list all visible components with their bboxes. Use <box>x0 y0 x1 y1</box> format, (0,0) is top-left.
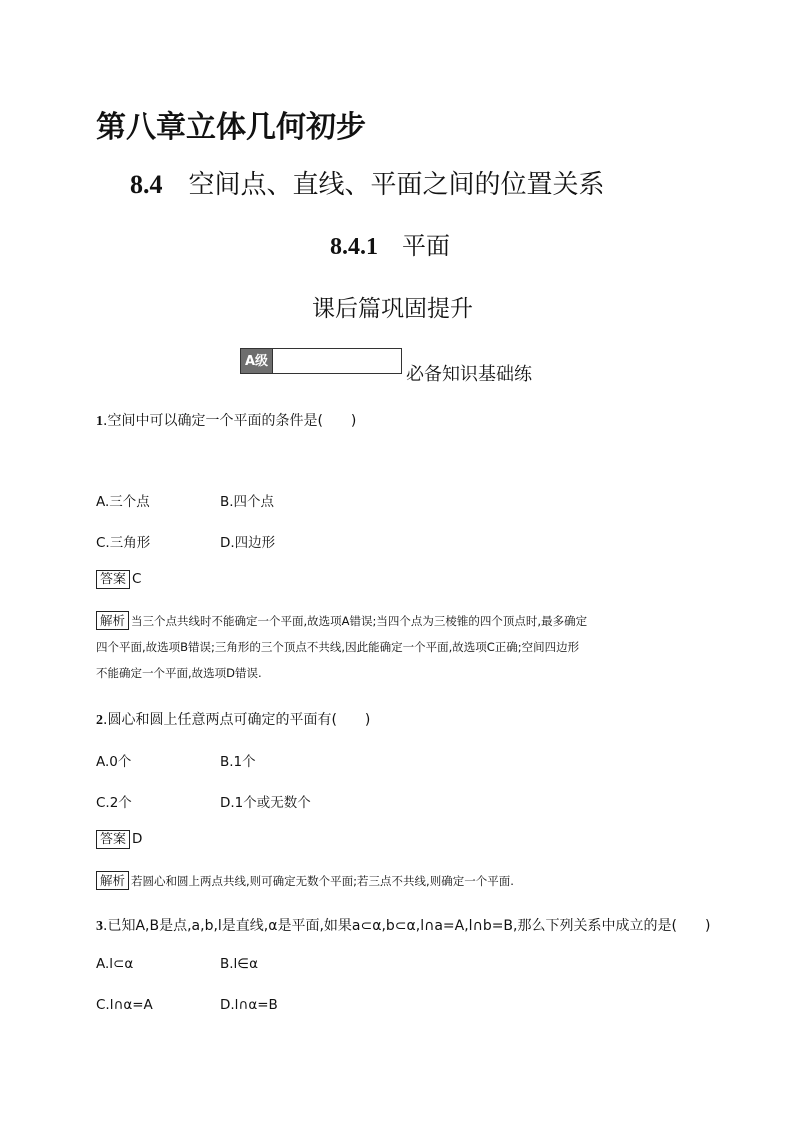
section-title: 空间点、直线、平面之间的位置关系 <box>188 170 605 200</box>
analysis-label: 解析 <box>96 871 129 890</box>
question-2-text: 圆心和圆上任意两点可确定的平面有( ) <box>107 712 371 728</box>
question-1-option-a: A.三个点 <box>96 494 150 510</box>
question-3-text: 已知A,B是点,a,b,l是直线,α是平面,如果a⊂α,b⊂α,l∩a=A,l∩b=B,那么下列关系中成立的是( ) <box>107 918 711 934</box>
question-1-analysis-line-3: 不能确定一个平面,故选项D错误. <box>96 666 262 680</box>
question-2-stem: 2.圆心和圆上任意两点可确定的平面有( ) <box>96 712 371 728</box>
lesson-title: 课后篇巩固提升 <box>312 296 473 322</box>
question-3-option-a: A.l⊂α <box>96 956 134 972</box>
question-2-answer-value: D <box>132 831 143 847</box>
level-title: 必备知识基础练 <box>406 364 532 385</box>
question-2-analysis-line-1: 若圆心和圆上两点共线,则可确定无数个平面;若三点不共线,则确定一个平面. <box>131 874 514 888</box>
question-2-option-c: C.2个 <box>96 795 132 811</box>
question-1-option-d: D.四边形 <box>220 535 276 551</box>
question-2-analysis <box>96 868 696 894</box>
question-1-analysis <box>96 608 696 686</box>
question-3-option-c: C.l∩α=A <box>96 997 153 1013</box>
question-3-stem: 3.已知A,B是点,a,b,l是直线,α是平面,如果a⊂α,b⊂α,l∩a=A,l∩b=B,那么下列关系中成立的是( ) <box>96 918 711 934</box>
question-1-option-b: B.四个点 <box>220 494 275 510</box>
question-2-option-d: D.1个或无数个 <box>220 795 311 811</box>
analysis-label: 解析 <box>96 611 129 630</box>
question-3-number: 3 <box>96 919 103 934</box>
question-1-answer <box>96 570 141 589</box>
answer-label: 答案 <box>96 830 130 849</box>
question-2-answer <box>96 830 142 849</box>
question-1-answer-value: C <box>132 571 142 587</box>
level-banner <box>240 348 402 374</box>
level-tag: A级 <box>240 348 273 374</box>
level-banner-blank <box>273 348 402 374</box>
question-2-option-b: B.1个 <box>220 754 256 770</box>
question-1-number: 1 <box>96 414 103 429</box>
chapter-title: 第八章立体几何初步 <box>96 110 366 145</box>
question-2-option-a: A.0个 <box>96 754 132 770</box>
question-1-analysis-line-1: 当三个点共线时不能确定一个平面,故选项A错误;当四个点为三棱锥的四个顶点时,最多确定 <box>131 614 588 628</box>
subsection-number: 8.4.1 <box>330 234 378 260</box>
subsection-title: 平面 <box>402 232 450 260</box>
section-heading <box>130 164 605 201</box>
subsection-heading <box>330 226 450 261</box>
question-1-stem: 1.空间中可以确定一个平面的条件是( ) <box>96 413 357 429</box>
answer-label: 答案 <box>96 570 130 589</box>
question-3-option-b: B.l∈α <box>220 956 258 972</box>
question-1-analysis-line-2: 四个平面,故选项B错误;三角形的三个顶点不共线,因此能确定一个平面,故选项C正确;空间四边形 <box>96 640 580 654</box>
question-1-text: 空间中可以确定一个平面的条件是( ) <box>107 413 357 429</box>
question-3-option-d: D.l∩α=B <box>220 997 278 1013</box>
question-1-option-c: C.三角形 <box>96 535 151 551</box>
section-number: 8.4 <box>130 170 163 199</box>
question-2-number: 2 <box>96 713 103 728</box>
